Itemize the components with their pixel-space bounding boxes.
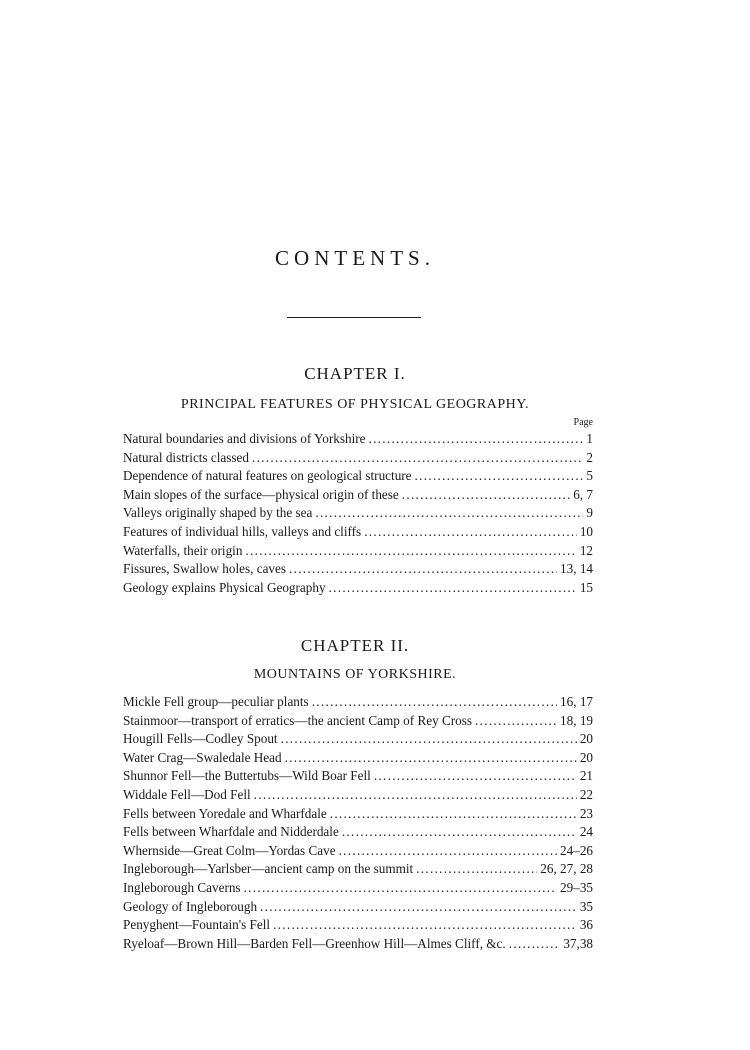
dot-leader (364, 523, 577, 542)
toc-entry-page: 18, 19 (560, 712, 593, 728)
toc-entry (123, 749, 593, 768)
toc-entry-page: 13, 14 (560, 561, 593, 577)
toc-entry-title: Valleys originally shaped by the sea (123, 505, 313, 521)
toc-entry-title: Fells between Wharfdale and Nidderdale (123, 824, 339, 840)
toc-entry-title: Mickle Fell group—peculiar plants (123, 694, 309, 709)
toc-entry (123, 805, 593, 824)
toc-entry (123, 449, 593, 468)
toc-entry-page: 10 (579, 523, 593, 539)
chapter-2-heading: CHAPTER II. (300, 636, 410, 655)
toc-entry-title: Main slopes of the surface—physical origin of these (123, 486, 399, 502)
toc-entry-page: 23 (579, 805, 593, 821)
toc-entry-title: Natural boundaries and divisions of Yorkshire (123, 431, 366, 446)
dot-leader (339, 842, 557, 861)
dot-leader (374, 767, 577, 786)
toc-entry-page: 12 (579, 542, 593, 558)
dot-leader (244, 879, 557, 898)
toc-entry (123, 430, 593, 449)
toc-entry-title: Stainmoor—transport of erratics—the ancient Camp of Rey Cross (123, 712, 473, 728)
toc-entry-page: 29–35 (560, 879, 593, 895)
dot-leader (475, 712, 557, 731)
toc-entry-title: Geology of Ingleborough (123, 898, 258, 914)
toc-entry-page: 21 (579, 768, 593, 784)
toc-entry-title: Whernside—Great Colm—Yordas Cave (123, 842, 336, 858)
dot-leader (245, 542, 576, 561)
toc-entry (123, 823, 593, 842)
toc-entry (123, 730, 593, 749)
toc-entry-title: Fells between Yoredale and Wharfdale (123, 805, 327, 821)
dot-leader (402, 486, 570, 505)
toc-entry (123, 712, 593, 731)
toc-entry (123, 579, 593, 598)
title-rule (287, 317, 421, 318)
toc-entry-title: Ingleborough Caverns (123, 879, 241, 895)
dot-leader (285, 749, 577, 768)
toc-entry-page: 37,38 (563, 935, 593, 951)
dot-leader (273, 916, 577, 935)
chapter-2-subtitle: MOUNTAINS OF YORKSHIRE. (253, 667, 457, 682)
toc-entry-title: Widdale Fell—Dod Fell (123, 786, 251, 802)
toc-entry (123, 693, 593, 712)
toc-entry (123, 935, 593, 954)
dot-leader (330, 805, 577, 824)
toc-entry-page: 26, 27, 28 (540, 861, 593, 877)
toc-entry-page: 22 (579, 786, 593, 802)
dot-leader (254, 786, 577, 805)
toc-entry-title: Waterfalls, their origin (123, 542, 243, 558)
chapter-2-contents (123, 693, 593, 953)
toc-entry (123, 523, 593, 542)
toc-entry-title: Water Crag—Swaledale Head (123, 749, 282, 765)
toc-entry-page: 20 (579, 731, 593, 747)
dot-leader (315, 504, 583, 523)
toc-entry-title: Hougill Fells—Codley Spout (123, 731, 278, 747)
dot-leader (252, 449, 583, 468)
toc-entry-title: Ryeloaf—Brown Hill—Barden Fell—Greenhow Hill—Almes Cliff, &c. (123, 935, 506, 951)
toc-entry (123, 504, 593, 523)
toc-entry (123, 916, 593, 935)
dot-leader (289, 560, 557, 579)
dot-leader (415, 467, 584, 486)
page-title: CONTENTS. (275, 246, 435, 270)
toc-entry-page: 16, 17 (560, 694, 593, 709)
dot-leader (368, 430, 583, 449)
toc-entry (123, 898, 593, 917)
toc-entry-title: Shunnor Fell—the Buttertubs—Wild Boar Fell (123, 768, 371, 784)
toc-entry-title: Penyghent—Fountain's Fell (123, 917, 271, 933)
toc-entry-page: 15 (579, 579, 593, 595)
dot-leader (416, 860, 537, 879)
toc-entry-title: Dependence of natural features on geological structure (123, 468, 412, 484)
toc-entry-page: 24 (579, 824, 593, 840)
toc-entry-page: 6, 7 (573, 486, 593, 502)
chapter-1-subtitle: PRINCIPAL FEATURES OF PHYSICAL GEOGRAPHY. (180, 397, 530, 412)
toc-entry-page: 35 (579, 898, 593, 914)
toc-entry-page: 20 (579, 749, 593, 765)
toc-entry-page: 24–26 (560, 842, 593, 858)
toc-entry-title: Fissures, Swallow holes, caves (123, 561, 286, 577)
toc-entry-page: 9 (586, 505, 593, 521)
dot-leader (281, 730, 577, 749)
dot-leader (260, 898, 577, 917)
toc-entry-title: Geology explains Physical Geography (123, 579, 326, 595)
dot-leader (329, 579, 577, 598)
toc-entry (123, 467, 593, 486)
toc-entry (123, 486, 593, 505)
toc-entry-title: Natural districts classed (123, 449, 249, 465)
toc-entry (123, 542, 593, 561)
toc-entry-page: 1 (586, 431, 593, 446)
toc-entry-page: 5 (586, 468, 593, 484)
toc-entry (123, 879, 593, 898)
toc-entry (123, 786, 593, 805)
toc-entry-title: Features of individual hills, valleys and cliffs (123, 523, 362, 539)
toc-entry (123, 860, 593, 879)
dot-leader (312, 693, 557, 712)
chapter-1-heading: CHAPTER I. (304, 364, 406, 383)
toc-entry-title: Ingleborough—Yarlsber—ancient camp on the summit (123, 861, 414, 877)
toc-entry-page: 2 (586, 449, 593, 465)
page-column-label: Page (573, 417, 593, 428)
toc-entry (123, 842, 593, 861)
chapter-1-contents (123, 430, 593, 597)
dot-leader (509, 935, 561, 954)
toc-entry (123, 560, 593, 579)
toc-entry-page: 36 (579, 917, 593, 933)
toc-entry (123, 767, 593, 786)
dot-leader (342, 823, 577, 842)
